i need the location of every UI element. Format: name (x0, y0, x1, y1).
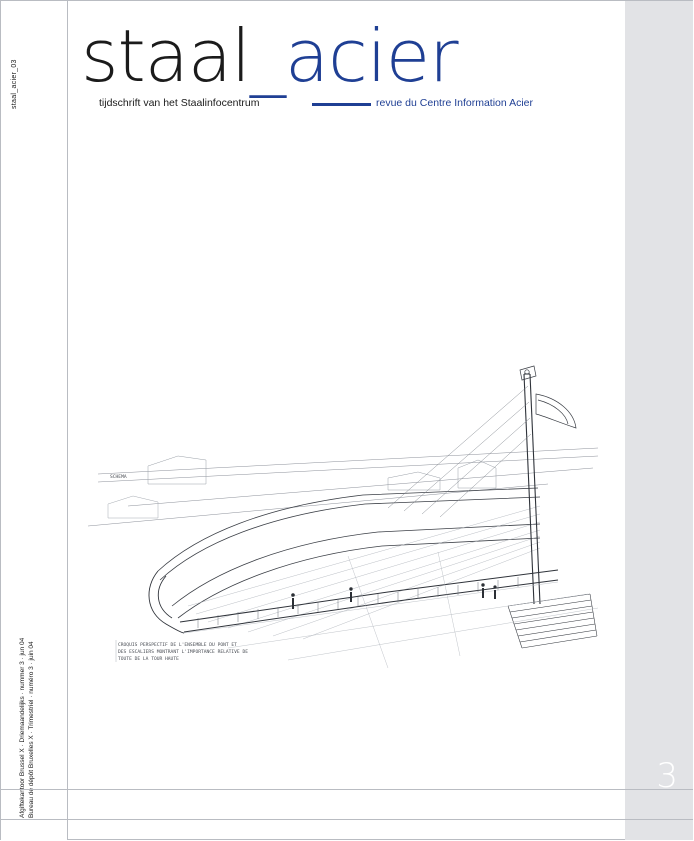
bridge-perspective-sketch (88, 356, 608, 676)
subtitle-french: revue du Centre Information Acier (376, 97, 533, 109)
spine-label-fr: Bureau de dépôt Bruxelles X · Trimestriel · numéro 3 · juin 04 (28, 641, 35, 818)
title-staal: staal (81, 14, 250, 98)
subtitle-row (81, 95, 621, 113)
sketch-caption-line3: TOUTE DE LA TOUR HAUTE (118, 657, 179, 662)
sketch-caption-line2: DES ESCALIERS MONTRANT L'IMPORTANCE RELATIVE DE (118, 650, 248, 655)
page-title (81, 14, 621, 98)
sketch-note-label: SCHEMA (110, 475, 127, 480)
spine-column (1, 1, 68, 840)
title-acier: _acier (250, 14, 458, 98)
right-grey-band (625, 1, 693, 840)
issue-number: 3 (656, 756, 678, 796)
subtitle-dutch: tijdschrift van het Staalinfocentrum (99, 97, 260, 109)
cover-content (68, 1, 625, 840)
sketch-caption-line1: CROQUIS PERSPECTIF DE L'ENSEMBLE DU PONT ET (118, 643, 237, 648)
cover-illustration (88, 356, 608, 676)
spine-top-label: staal_acier_03 (11, 59, 18, 109)
spine-bottom-labels (19, 518, 57, 818)
blue-rule (312, 103, 371, 106)
masthead (81, 14, 621, 109)
spine-label-nl: Afgiftekantoor Brussel X · Driemaandelijks · nummer 3 · jun 04 (19, 637, 26, 818)
